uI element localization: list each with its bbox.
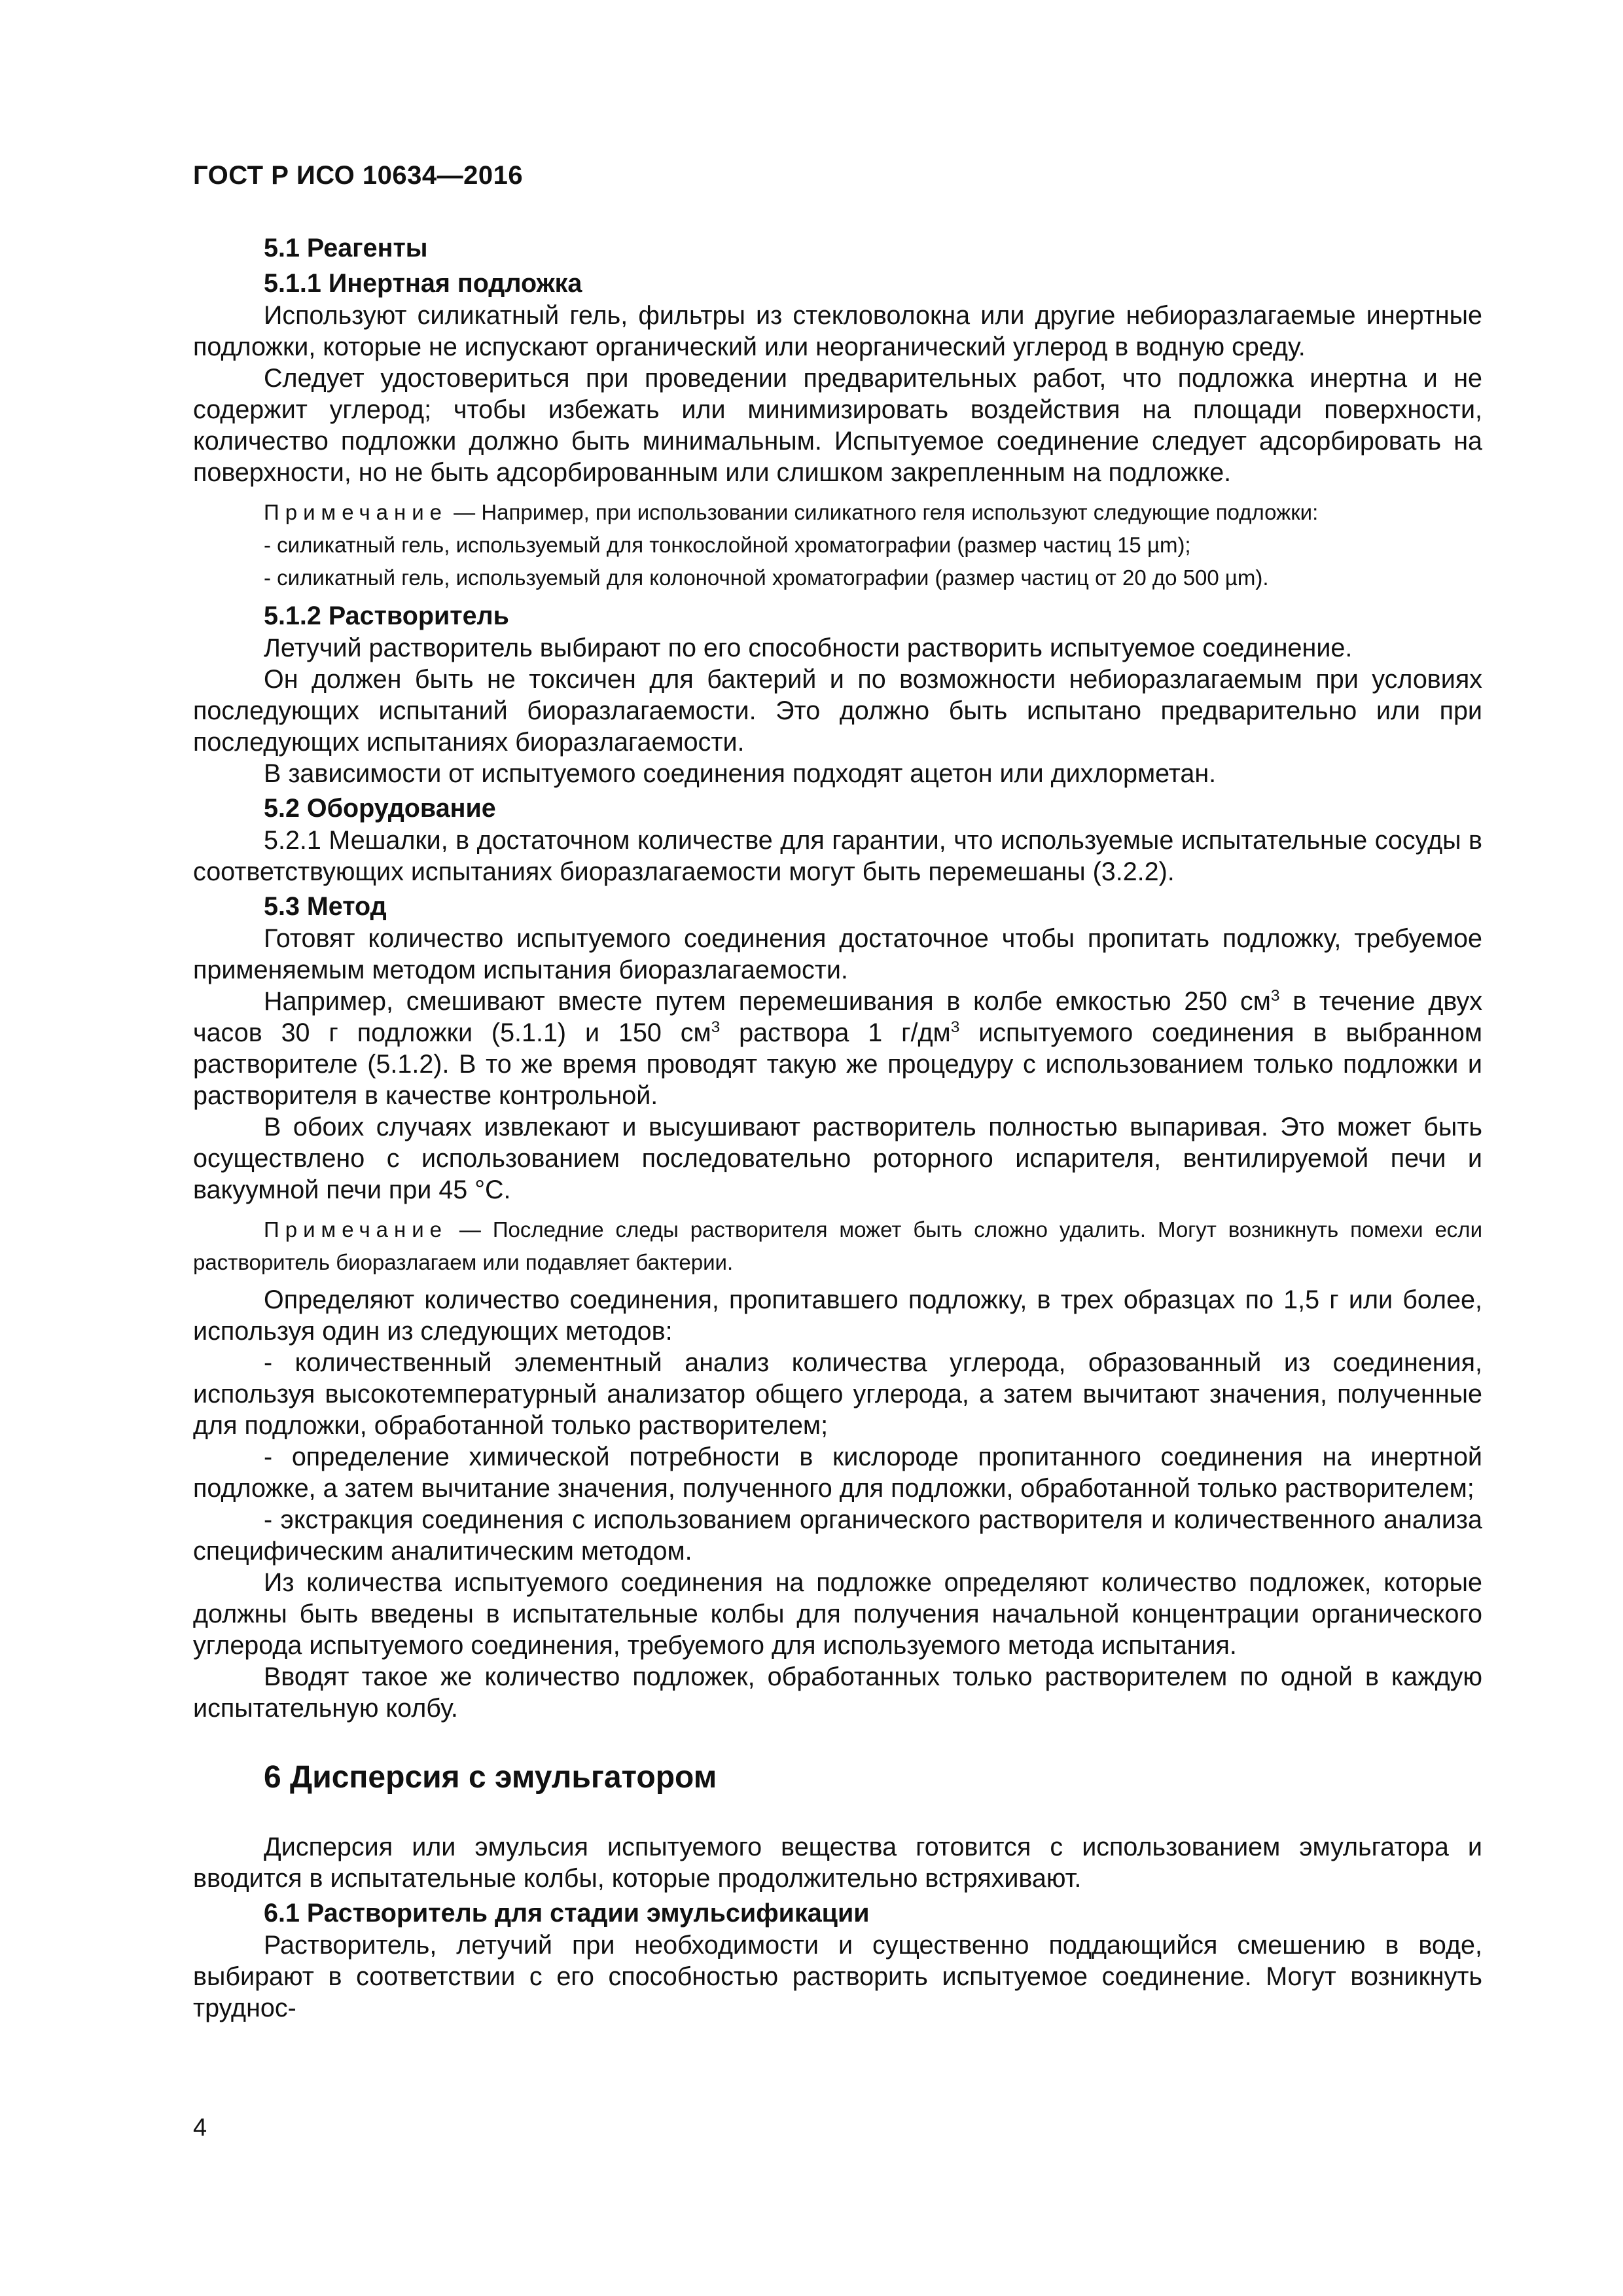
paragraph: Определяют количество соединения, пропитавшего подложку, в трех образцах по 1,5 г или более, используя один из следующих методов: <box>193 1285 1482 1346</box>
superscript: 3 <box>950 1018 960 1036</box>
standard-header: ГОСТ Р ИСО 10634—2016 <box>193 161 524 190</box>
paragraph: Из количества испытуемого соединения на подложке определяют количество подложек, которые должны быть введены в испытательные колбы для получения начальной концентрации органического углерода испытуемого соединения, требуемого для используемого метода испытания. <box>193 1568 1482 1660</box>
superscript: 3 <box>1270 986 1280 1005</box>
paragraph <box>193 986 1482 1111</box>
note-list-item: - силикатный гель, используемый для колоночной хроматографии (размер частиц от 20 до 500 µm). <box>264 565 1269 590</box>
text-run: в течение двух часов 30 г подложки (5.1.1) и 150 см <box>193 987 1482 1047</box>
paragraph: 5.2.1 Мешалки, в достаточном количестве для гарантии, что используемые испытательные сосуды в соответствующих испытаниях биоразлагаемости могут быть перемешаны (3.2.2). <box>193 826 1482 886</box>
note-label: Примечание <box>264 500 448 524</box>
note-line <box>193 1213 1482 1279</box>
note-block <box>193 496 1482 594</box>
paragraph: Готовят количество испытуемого соединения достаточное чтобы пропитать подложку, требуемое применяемым методом испытания биоразлагаемости. <box>193 924 1482 984</box>
paragraph: Дисперсия или эмульсия испытуемого вещества готовится с использованием эмульгатора и вводится в испытательные колбы, которые продолжительно встряхивают. <box>193 1833 1482 1893</box>
note-line <box>193 496 1482 529</box>
text-run: испытуемого соединения в выбранном растворителе (5.1.2). В то же время проводят такую же процедуру с использованием только подложки и растворителя в качестве контрольной. <box>193 1018 1483 1110</box>
list-item: - экстракция соединения с использованием органического растворителя и количественного анализа специфическим аналитическим методом. <box>193 1505 1482 1566</box>
paragraph: Следует удостовериться при проведении предварительных работ, что подложка инертна и не содержит углерод; чтобы избежать или минимизировать воздействия на площади поверхности, количество подложки должно быть минимальным. Испытуемое соединение следует адсорбировать на поверхности, но не быть адсорбированным или слишком закрепленным на подложке. <box>193 364 1482 487</box>
paragraph: В зависимости от испытуемого соединения подходят ацетон или дихлорметан. <box>264 759 1217 788</box>
section-6-title: 6 Дисперсия с эмульгатором <box>264 1760 717 1795</box>
section-5-1-1-title: 5.1.1 Инертная подложка <box>264 269 582 298</box>
note-text: — Последние следы растворителя может быть сложно удалить. Могут возникнуть помехи если растворитель биоразлагаем или подавляет бактерии. <box>193 1217 1482 1274</box>
note-text: — Например, при использовании силикатного геля используют следующие подложки: <box>448 500 1319 524</box>
text-run: Например, смешивают вместе путем перемешивания в колбе емкостью 250 см <box>264 987 1271 1016</box>
page-body <box>193 229 1482 2024</box>
section-5-1-2-title: 5.1.2 Растворитель <box>264 601 509 630</box>
note-block <box>193 1213 1482 1279</box>
section-5-1-title: 5.1 Реагенты <box>264 234 428 262</box>
section-5-3-title: 5.3 Метод <box>264 892 387 921</box>
paragraph: Он должен быть не токсичен для бактерий и по возможности небиоразлагаемым при условиях последующих испытаний биоразлагаемости. Это должно быть испытано предварительно или при последующих испытаниях биоразлагаемости. <box>193 665 1482 757</box>
paragraph: В обоих случаях извлекают и высушивают растворитель полностью выпаривая. Это может быть осуществлено с использованием последовательно роторного испарителя, вентилируемой печи и вакуумной печи при 45 °С. <box>193 1113 1482 1204</box>
paragraph: Используют силикатный гель, фильтры из стекловолокна или другие небиоразлагаемые инертные подложки, которые не испускают органический или неорганический углерод в водную среду. <box>193 301 1482 361</box>
text-run: раствора 1 г/дм <box>720 1018 951 1047</box>
note-label: Примечание <box>264 1217 448 1242</box>
paragraph: Вводят такое же количество подложек, обработанных только растворителем по одной в каждую испытательную колбу. <box>193 1662 1482 1723</box>
list-item: - количественный элементный анализ количества углерода, образованный из соединения, используя высокотемпературный анализатор общего углерода, а затем вычитают значения, полученные для подложки, обработанной только растворителем; <box>193 1348 1482 1440</box>
section-5-2-title: 5.2 Оборудование <box>264 794 496 823</box>
page-number: 4 <box>193 2114 207 2142</box>
section-6-1-title: 6.1 Растворитель для стадии эмульсификации <box>264 1899 870 1928</box>
note-list-item: - силикатный гель, используемый для тонкослойной хроматографии (размер частиц 15 µm); <box>264 533 1191 557</box>
superscript: 3 <box>711 1018 721 1036</box>
list-item: - определение химической потребности в кислороде пропитанного соединения на инертной подложке, а затем вычитание значения, полученного для подложки, обработанной только растворителем; <box>193 1443 1482 1503</box>
paragraph: Растворитель, летучий при необходимости и существенно поддающийся смешению в воде, выбирают в соответствии с его способностью растворить испытуемое соединение. Могут возникнуть труднос- <box>193 1931 1482 2022</box>
paragraph: Летучий растворитель выбирают по его способности растворить испытуемое соединение. <box>264 634 1353 662</box>
